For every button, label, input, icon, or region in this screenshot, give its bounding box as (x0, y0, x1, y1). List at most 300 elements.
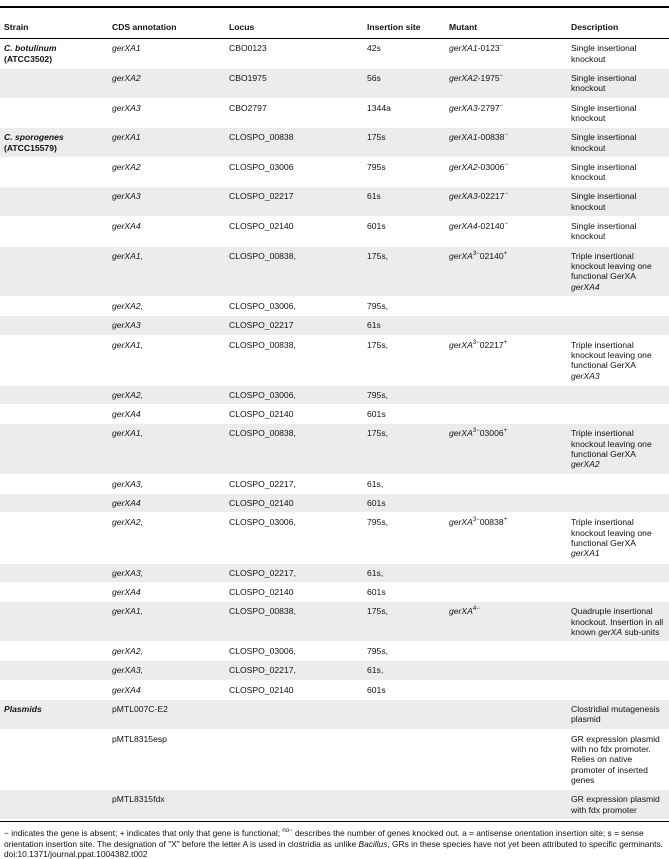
cds-cell (108, 474, 225, 493)
cds-cell (108, 316, 225, 335)
insertion-site-value: 601s (367, 221, 386, 232)
locus-cell (225, 474, 363, 493)
description-text: Single insertional knockout (571, 102, 637, 123)
description-cell (567, 513, 669, 563)
mutant-gene: gerXA (449, 250, 473, 261)
cds-annotation: pMTL8315esp (112, 733, 167, 744)
mutant-cell (445, 217, 567, 247)
mutant-cell (445, 187, 567, 217)
mutant-locus: 02140 (479, 250, 504, 261)
locus-value: CLOSPO_02217, (229, 665, 296, 676)
mutant-gene: gerXA4 (449, 221, 478, 232)
insertion-site-value: 175s, (367, 250, 389, 261)
locus-cell (225, 790, 363, 819)
table-row (0, 700, 669, 730)
locus-value: CBO2797 (229, 102, 267, 113)
locus-cell (225, 98, 363, 128)
cds-annotation: gerXA4 (112, 498, 141, 508)
cds-annotation: pMTL007C-E2 (112, 704, 168, 715)
locus-value: CLOSPO_02140 (229, 498, 294, 508)
insertion-site-cell (363, 642, 445, 661)
description-cell (567, 296, 669, 315)
cds-annotation: gerXA2 (112, 72, 141, 83)
insertion-site-value: 795s, (367, 646, 389, 657)
mutant-locus: -1975 (477, 72, 500, 83)
cds-annotation: gerXA1, (112, 428, 144, 439)
insertion-site-cell (363, 98, 445, 128)
strain-name: C. sporogenes (4, 132, 64, 143)
strain-cell (0, 790, 108, 819)
locus-value: CLOSPO_02140 (229, 221, 294, 232)
insertion-site-value: 1344a (367, 102, 391, 113)
strain-cell (0, 729, 108, 790)
insertion-site-cell (363, 494, 445, 513)
strain-cell (0, 513, 108, 563)
mutant-locus: 03006 (479, 428, 504, 439)
strain-cell (0, 642, 108, 661)
locus-cell (225, 316, 363, 335)
description-gene: gerXA (598, 626, 623, 637)
insertion-site-value: 61s, (367, 567, 384, 578)
description-cell (567, 642, 669, 661)
mutant-sign-sup: − (499, 102, 504, 109)
insertion-site-value: 795s, (367, 389, 389, 400)
mutant-gene: gerXA3 (449, 191, 478, 202)
table-row (0, 642, 669, 661)
table-row (0, 296, 669, 315)
strain-cell (0, 98, 108, 128)
strain-name: Plasmids (4, 704, 42, 715)
description-tail: sub-units (624, 626, 660, 637)
mutant-cell (445, 246, 567, 296)
strain-cell (0, 68, 108, 98)
table-row (0, 68, 669, 98)
table-row (0, 790, 669, 819)
description-cell (567, 563, 669, 582)
table-row (0, 661, 669, 680)
locus-value: CLOSPO_00838, (229, 250, 296, 261)
mutant-cell (445, 642, 567, 661)
mutant-cell (445, 335, 567, 385)
insertion-site-cell (363, 246, 445, 296)
mutant-cell (445, 582, 567, 601)
description-text: Single insertional knockout (571, 132, 637, 153)
strain-cell (0, 661, 108, 680)
mutant-locus: -00838 (477, 132, 505, 143)
mutant-locus: 02217 (479, 339, 504, 350)
mutant-sign-sup: − (499, 43, 504, 50)
description-cell (567, 661, 669, 680)
locus-value: CBO1975 (229, 72, 267, 83)
insertion-site-value: 175s, (367, 339, 389, 350)
mutant-locus: -02217 (477, 191, 505, 202)
strain-cell (0, 335, 108, 385)
locus-cell (225, 296, 363, 315)
cds-cell (108, 642, 225, 661)
table-row (0, 246, 669, 296)
mutant-count-sup: 4− (472, 606, 480, 613)
locus-cell (225, 563, 363, 582)
mutant-cell (445, 513, 567, 563)
description-text: Single insertional knockout (571, 43, 637, 64)
cds-cell (108, 157, 225, 187)
strain-cell (0, 602, 108, 642)
insertion-site-cell (363, 39, 445, 69)
cds-cell (108, 335, 225, 385)
table-row (0, 729, 669, 790)
insertion-site-value: 601s (367, 684, 386, 695)
locus-cell (225, 642, 363, 661)
cds-cell (108, 296, 225, 315)
cds-cell (108, 563, 225, 582)
cds-cell (108, 128, 225, 158)
locus-value: CLOSPO_02217, (229, 478, 296, 489)
insertion-site-cell (363, 68, 445, 98)
insertion-site-value: 601s (367, 409, 386, 420)
locus-value: CLOSPO_02217 (229, 191, 294, 202)
description-gene: gerXA4 (571, 281, 600, 292)
cds-annotation: gerXA3 (112, 191, 141, 202)
mutant-gene: gerXA1 (449, 132, 478, 143)
locus-cell (225, 405, 363, 424)
cds-annotation: gerXA1, (112, 606, 144, 617)
cds-cell (108, 680, 225, 699)
mutant-count-sup: 3− (472, 517, 480, 524)
strain-cell (0, 385, 108, 404)
strain-cell (0, 680, 108, 699)
footnote-text-1: − indicates the gene is absent; + indicates that only that gene is functional; (4, 827, 281, 838)
cds-annotation: gerXA4 (112, 221, 141, 232)
locus-cell (225, 729, 363, 790)
locus-value: CLOSPO_02140 (229, 409, 294, 420)
description-cell (567, 246, 669, 296)
description-cell (567, 187, 669, 217)
header-mutant: Mutant (445, 16, 567, 39)
strain-cell (0, 217, 108, 247)
insertion-site-cell (363, 424, 445, 474)
description-text: Triple insertional knockout leaving one functional GerXA (571, 428, 652, 460)
description-text: GR expression plasmid with fdx promoter (571, 794, 660, 815)
mutant-cell (445, 790, 567, 819)
description-cell (567, 474, 669, 493)
mutant-gene: gerXA2 (449, 161, 478, 172)
insertion-site-cell (363, 157, 445, 187)
strain-cell (0, 128, 108, 158)
description-text: Triple insertional knockout leaving one functional GerXA (571, 250, 652, 282)
table-row (0, 335, 669, 385)
mutant-cell (445, 474, 567, 493)
cds-annotation: gerXA3 (112, 102, 141, 113)
footnote-text-2: describes the number of genes knocked out. a = antisense orientation insertion site; s = sense orientation insertion site. The designation of "X" before the letter A is used in clostridia as unlike (4, 827, 644, 849)
mutant-cell (445, 316, 567, 335)
insertion-site-cell (363, 513, 445, 563)
mutant-cell (445, 700, 567, 730)
insertion-site-value: 61s, (367, 478, 384, 489)
cds-annotation: gerXA2, (112, 517, 144, 528)
strain-cell (0, 494, 108, 513)
mutant-cell (445, 385, 567, 404)
insertion-site-value: 42s (367, 43, 381, 54)
header-row (0, 16, 669, 39)
strains-table (0, 16, 669, 819)
mutant-sign-sup: − (504, 161, 508, 168)
locus-cell (225, 157, 363, 187)
mutant-gene: gerXA (449, 428, 473, 439)
insertion-site-value: 795s (367, 161, 386, 172)
cds-annotation: gerXA2, (112, 300, 144, 311)
locus-cell (225, 335, 363, 385)
table-row (0, 680, 669, 699)
cds-annotation: gerXA3, (112, 665, 144, 676)
locus-value: CLOSPO_00838 (229, 132, 294, 143)
insertion-site-cell (363, 602, 445, 642)
locus-value: CLOSPO_02140 (229, 586, 294, 597)
description-cell (567, 680, 669, 699)
locus-cell (225, 424, 363, 474)
strain-cell (0, 700, 108, 730)
cds-annotation: gerXA4 (112, 586, 141, 597)
locus-value: CBO0123 (229, 43, 267, 54)
cds-cell (108, 187, 225, 217)
cds-annotation: pMTL8315fdx (112, 794, 165, 805)
cds-cell (108, 661, 225, 680)
insertion-site-cell (363, 729, 445, 790)
mutant-sign-sup: + (503, 339, 508, 346)
header-description: Description (567, 16, 669, 39)
locus-value: CLOSPO_02217, (229, 567, 296, 578)
mutant-cell (445, 494, 567, 513)
table-row (0, 98, 669, 128)
mutant-gene: gerXA2 (449, 72, 478, 83)
footnote-sup: no− (282, 828, 293, 835)
table-row (0, 563, 669, 582)
strain-cell (0, 246, 108, 296)
insertion-site-value: 56s (367, 72, 381, 83)
cds-annotation: gerXA3 (112, 320, 141, 331)
table-body (0, 39, 669, 819)
strain-cell (0, 582, 108, 601)
footnote-text-3: , GRs in these species have not yet been attributed to specific germinants. (387, 838, 663, 849)
description-cell (567, 68, 669, 98)
locus-cell (225, 582, 363, 601)
table-row (0, 187, 669, 217)
description-cell (567, 729, 669, 790)
insertion-site-cell (363, 474, 445, 493)
cds-annotation: gerXA1, (112, 339, 144, 350)
strain-cell (0, 316, 108, 335)
mutant-locus: -2797 (477, 102, 500, 113)
description-cell (567, 98, 669, 128)
insertion-site-value: 61s (367, 191, 381, 202)
description-text: Single insertional knockout (571, 191, 637, 212)
table-row (0, 474, 669, 493)
description-cell (567, 494, 669, 513)
mutant-cell (445, 602, 567, 642)
description-text: Clostridial mutagenesis plasmid (571, 704, 660, 725)
insertion-site-value: 175s (367, 132, 386, 143)
cds-annotation: gerXA3, (112, 478, 144, 489)
insertion-site-cell (363, 700, 445, 730)
mutant-cell (445, 157, 567, 187)
header-insertion-site: Insertion site (363, 16, 445, 39)
insertion-site-cell (363, 680, 445, 699)
table-row (0, 602, 669, 642)
description-cell (567, 157, 669, 187)
cds-annotation: gerXA1 (112, 43, 141, 54)
strain-cell (0, 563, 108, 582)
mutant-cell (445, 39, 567, 69)
locus-value: CLOSPO_03006 (229, 161, 294, 172)
mutant-gene: gerXA (449, 606, 473, 617)
insertion-site-cell (363, 187, 445, 217)
cds-annotation: gerXA2, (112, 389, 144, 400)
locus-cell (225, 494, 363, 513)
locus-cell (225, 128, 363, 158)
description-cell (567, 582, 669, 601)
mutant-count-sup: 3− (472, 428, 480, 435)
cds-cell (108, 582, 225, 601)
header-cds: CDS annotation (108, 16, 225, 39)
cds-cell (108, 424, 225, 474)
table-row (0, 582, 669, 601)
locus-cell (225, 602, 363, 642)
strain-cell (0, 405, 108, 424)
cds-cell (108, 513, 225, 563)
mutant-cell (445, 424, 567, 474)
cds-cell (108, 217, 225, 247)
insertion-site-value: 601s (367, 498, 386, 508)
strain-atcc: (ATCC15579) (4, 142, 57, 153)
insertion-site-cell (363, 790, 445, 819)
cds-annotation: gerXA2, (112, 646, 144, 657)
cds-cell (108, 405, 225, 424)
locus-cell (225, 246, 363, 296)
locus-cell (225, 680, 363, 699)
description-cell (567, 790, 669, 819)
insertion-site-cell (363, 661, 445, 680)
strain-name: C. botulinum (4, 43, 57, 54)
locus-cell (225, 700, 363, 730)
locus-value: CLOSPO_00838, (229, 428, 296, 439)
locus-cell (225, 187, 363, 217)
description-cell (567, 217, 669, 247)
description-text: Single insertional knockout (571, 72, 637, 94)
locus-value: CLOSPO_03006, (229, 646, 296, 657)
table-row (0, 316, 669, 335)
description-cell (567, 39, 669, 69)
table-row (0, 424, 669, 474)
locus-value: CLOSPO_00838, (229, 606, 296, 617)
insertion-site-value: 601s (367, 586, 386, 597)
mutant-cell (445, 68, 567, 98)
mutant-sign-sup: + (503, 250, 508, 257)
description-text: Quadruple insertional knockout. Insertion in all known (571, 606, 664, 637)
mutant-cell (445, 680, 567, 699)
mutant-gene: gerXA (449, 339, 473, 350)
locus-cell (225, 661, 363, 680)
mutant-locus: 00838 (479, 517, 504, 528)
mutant-sign-sup: − (504, 191, 508, 198)
insertion-site-value: 61s, (367, 665, 384, 676)
mutant-gene: gerXA (449, 517, 473, 528)
mutant-cell (445, 405, 567, 424)
cds-cell (108, 39, 225, 69)
header-locus: Locus (225, 16, 363, 39)
mutant-cell (445, 729, 567, 790)
mutant-cell (445, 128, 567, 158)
footnote-italic: Bacillus (358, 838, 388, 849)
table-row (0, 405, 669, 424)
cds-annotation: gerXA1 (112, 132, 141, 143)
insertion-site-value: 795s, (367, 517, 389, 528)
strain-cell (0, 474, 108, 493)
table-row (0, 39, 669, 69)
insertion-site-cell (363, 405, 445, 424)
description-cell (567, 316, 669, 335)
cds-cell (108, 385, 225, 404)
mutant-sign-sup: − (499, 73, 504, 80)
cds-cell (108, 68, 225, 98)
strain-atcc: (ATCC3502) (4, 53, 53, 64)
mutant-locus: -02140 (477, 221, 505, 232)
locus-value: CLOSPO_00838, (229, 339, 296, 350)
insertion-site-cell (363, 316, 445, 335)
description-gene: gerXA2 (571, 459, 600, 470)
mutant-locus: -03006 (477, 161, 505, 172)
header-strain: Strain (0, 16, 108, 39)
mutant-cell (445, 661, 567, 680)
locus-value: CLOSPO_03006, (229, 389, 296, 400)
description-cell (567, 385, 669, 404)
description-cell (567, 128, 669, 158)
cds-annotation: gerXA4 (112, 409, 141, 420)
cds-cell (108, 602, 225, 642)
locus-cell (225, 68, 363, 98)
top-rule (0, 6, 669, 8)
locus-value: CLOSPO_03006, (229, 300, 296, 311)
insertion-site-value: 61s (367, 320, 381, 331)
cds-annotation: gerXA1, (112, 250, 144, 261)
insertion-site-cell (363, 128, 445, 158)
locus-cell (225, 513, 363, 563)
insertion-site-value: 175s, (367, 606, 389, 617)
table-row (0, 157, 669, 187)
table-row (0, 494, 669, 513)
locus-value: CLOSPO_02217 (229, 320, 294, 331)
description-cell (567, 405, 669, 424)
table-row (0, 128, 669, 158)
locus-value: CLOSPO_02140 (229, 684, 294, 695)
mutant-sign-sup: + (503, 517, 508, 524)
cds-annotation: gerXA3, (112, 567, 144, 578)
mutant-cell (445, 98, 567, 128)
mutant-count-sup: 3− (472, 250, 480, 257)
locus-cell (225, 385, 363, 404)
description-cell (567, 602, 669, 642)
description-text: GR expression plasmid with no fdx promoter. Relies on native promoter of inserted genes (571, 733, 660, 785)
description-text: Triple insertional knockout leaving one functional GerXA (571, 517, 652, 548)
strain-cell (0, 424, 108, 474)
description-cell (567, 424, 669, 474)
table-row (0, 217, 669, 247)
cds-annotation: gerXA2 (112, 161, 141, 172)
locus-cell (225, 217, 363, 247)
strain-cell (0, 187, 108, 217)
insertion-site-cell (363, 582, 445, 601)
description-cell (567, 700, 669, 730)
cds-cell (108, 729, 225, 790)
mutant-sign-sup: − (504, 221, 508, 228)
